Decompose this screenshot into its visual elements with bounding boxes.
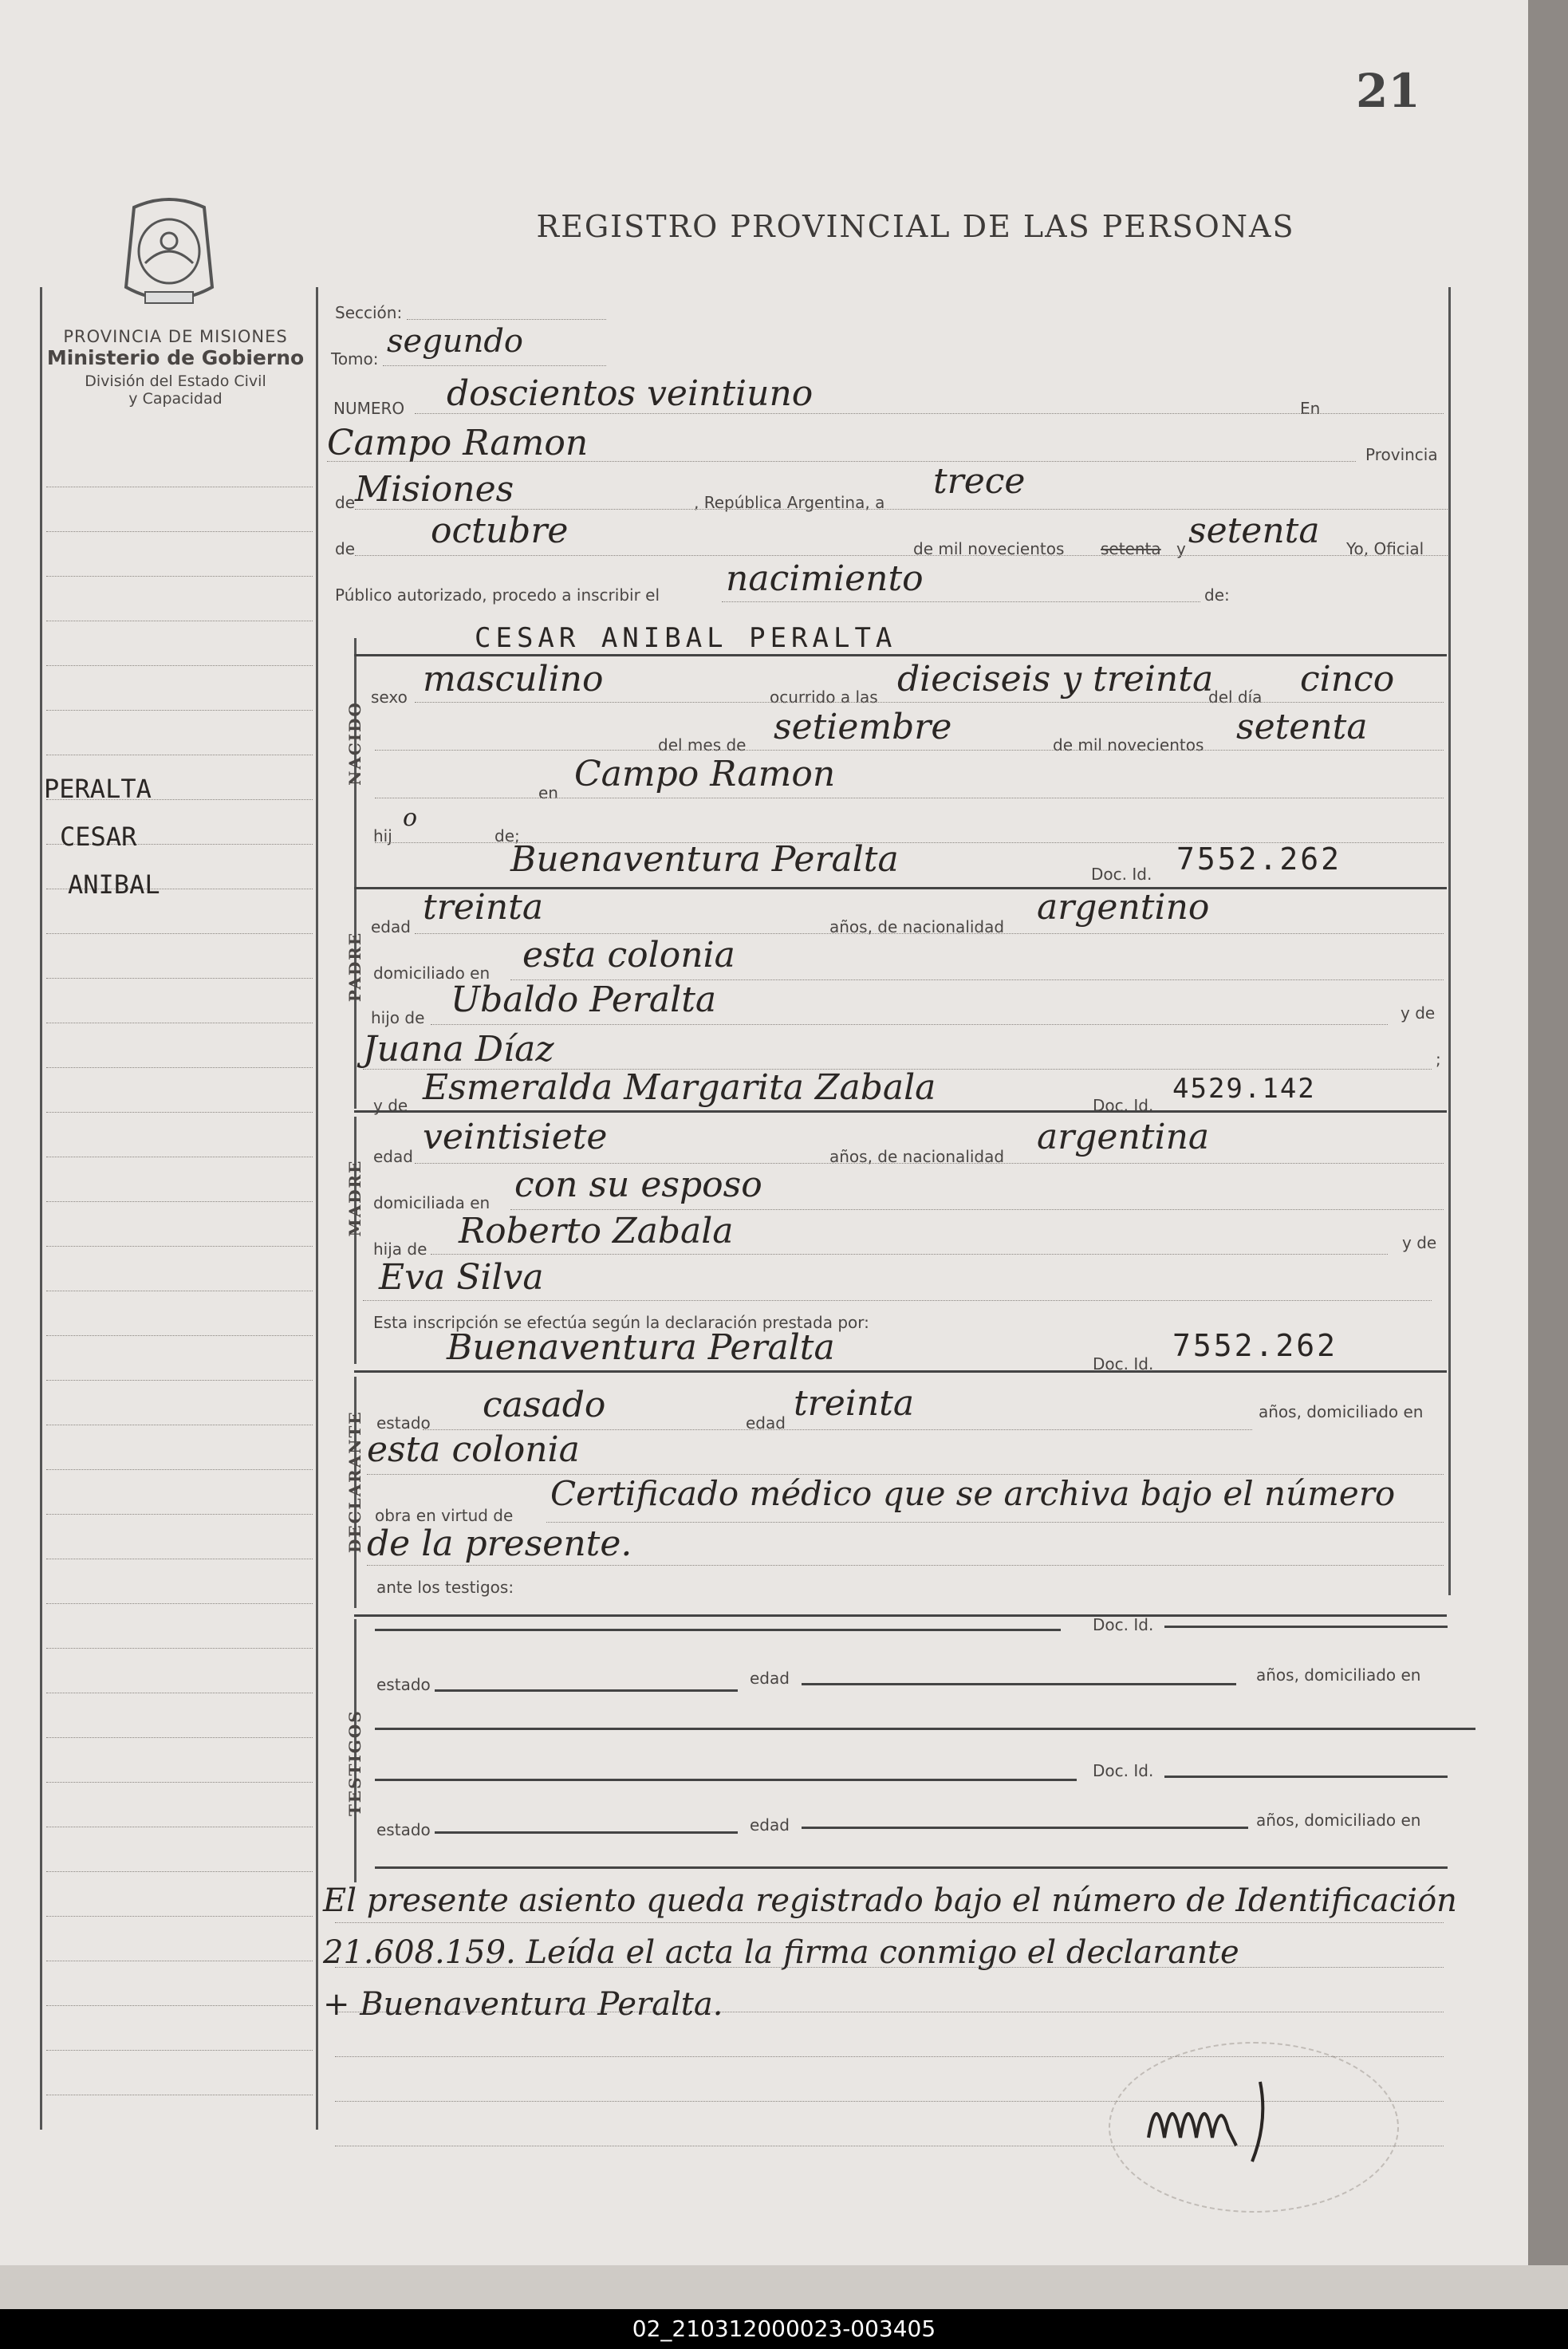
- left-margin-border: [40, 287, 42, 2130]
- label-doc-madre: Doc. Id.: [1093, 1096, 1154, 1115]
- margin-rule-line: [46, 531, 313, 532]
- value-tomo: segundo: [387, 323, 524, 360]
- margin-rule-line: [46, 1871, 313, 1872]
- label-y-de-madre: y de: [373, 1096, 408, 1115]
- testigo2-dom-line: [375, 1866, 1448, 1869]
- province-line1: PROVINCIA DE MISIONES: [63, 327, 288, 346]
- testigo1-doc-line: [1164, 1626, 1448, 1628]
- margin-rule-line: [46, 1335, 313, 1336]
- provincial-crest-icon: [118, 191, 220, 311]
- label-de-mil-novecientos: de mil novecientos: [1053, 735, 1204, 755]
- line-madre-dom: [510, 1209, 1444, 1210]
- testigo2-estado-line: [435, 1831, 738, 1834]
- label-estado-t1: estado: [376, 1675, 431, 1694]
- label-edad-t2: edad: [750, 1815, 790, 1835]
- official-signature: [1141, 2074, 1300, 2184]
- label-edad-padre: edad: [371, 917, 411, 936]
- margin-rule-line: [46, 1737, 313, 1738]
- margin-rule-line: [46, 2005, 313, 2006]
- line-mes: [355, 555, 1448, 556]
- margin-rule-line: [46, 978, 313, 979]
- value-mes: octubre: [431, 510, 569, 551]
- value-madre-dom: con su esposo: [514, 1165, 762, 1205]
- value-madre-edad: veintisiete: [423, 1117, 608, 1157]
- label-y-de-madre2: y de: [1402, 1233, 1437, 1252]
- page-number: 21: [1356, 64, 1420, 118]
- value-decl-edad: treinta: [794, 1383, 915, 1424]
- value-provincia: Misiones: [355, 469, 514, 510]
- margin-rule-line: [46, 665, 313, 666]
- label-del-dia: del día: [1208, 688, 1263, 707]
- testigo1-edad-line: [802, 1683, 1236, 1685]
- value-padre-hijo-de: Ubaldo Peralta: [451, 979, 717, 1020]
- margin-surname: PERALTA: [44, 774, 152, 804]
- value-madre-hija-de: Roberto Zabala: [459, 1211, 734, 1251]
- value-lugar: Campo Ramon: [327, 423, 589, 463]
- label-publico: Público autorizado, procedo a inscribir el: [335, 585, 660, 605]
- margin-firstname: CESAR: [60, 822, 137, 852]
- rule-madre-end: [354, 1370, 1447, 1373]
- section-testigos: TESTIGOS: [345, 1709, 364, 1816]
- label-edad-madre: edad: [373, 1147, 413, 1166]
- label-estado-t2: estado: [376, 1820, 431, 1839]
- signature-mark-icon: [1141, 2074, 1300, 2170]
- label-en: En: [1300, 399, 1321, 418]
- label-semicolon: ;: [1436, 1050, 1441, 1069]
- footnote-line1: El presente asiento queda registrado bajo el número de Identificación: [323, 1882, 1457, 1919]
- line-obra: [546, 1522, 1444, 1523]
- footnote-line2: 21.608.159. Leída el acta la firma conmigo el declarante: [323, 1934, 1239, 1971]
- label-de-mil: de mil novecientos: [913, 539, 1065, 558]
- value-sexo: masculino: [423, 659, 604, 700]
- label-de-mes: de: [335, 539, 355, 558]
- margin-rule-line: [46, 710, 313, 711]
- rule-declarante-end: [354, 1614, 1447, 1617]
- label-republica: , República Argentina, a: [694, 493, 885, 512]
- label-edad-decl: edad: [746, 1413, 786, 1433]
- margin-rule-line: [46, 1514, 313, 1515]
- label-domiciliada: domiciliada en: [373, 1193, 490, 1212]
- label-setenta-struck: setenta: [1101, 539, 1161, 558]
- value-padre-doc: 7552.262: [1176, 841, 1342, 877]
- margin-rule-line: [46, 1782, 313, 1783]
- line-seccion: [407, 319, 606, 320]
- right-border: [1448, 287, 1451, 1595]
- value-dia-letra: trece: [933, 461, 1026, 502]
- value-padre-edad: treinta: [423, 887, 544, 928]
- value-hora: dieciseis y treinta: [897, 659, 1214, 700]
- label-ante: ante los testigos:: [376, 1578, 514, 1597]
- label-anos-dom-decl: años, domiciliado en: [1259, 1402, 1424, 1421]
- line-tomo: [383, 365, 606, 366]
- label-hij: hij: [373, 826, 392, 845]
- label-ocurrido: ocurrido a las: [770, 688, 878, 707]
- label-de-prov: de: [335, 493, 355, 512]
- scan-bottom-strip: [0, 2265, 1568, 2309]
- line-padre-hijo: [431, 1024, 1388, 1025]
- value-padre-y-de: Juana Díaz: [363, 1029, 554, 1070]
- section-nacido: NACIDO: [345, 701, 364, 786]
- value-nombre: CESAR ANIBAL PERALTA: [475, 622, 897, 654]
- testigo2-edad-line: [802, 1827, 1248, 1829]
- value-madre-doc: 4529.142: [1172, 1073, 1316, 1105]
- label-anos-nac-madre: años, de nacionalidad: [829, 1147, 1005, 1166]
- margin-secondname: ANIBAL: [68, 869, 160, 900]
- testigo1-line: [375, 1629, 1061, 1631]
- margin-rule-line: [46, 1201, 313, 1202]
- label-edad-t1: edad: [750, 1669, 790, 1688]
- line-mes-nac: [375, 750, 1444, 751]
- value-mes-nac: setiembre: [774, 707, 952, 747]
- column-divider: [316, 287, 318, 2130]
- label-del-mes: del mes de: [658, 735, 747, 755]
- label-hija-de: hija de: [373, 1240, 427, 1259]
- line-madre-edad: [415, 1163, 1444, 1164]
- label-yo-oficial: Yo, Oficial: [1346, 539, 1424, 558]
- register-title: REGISTRO PROVINCIAL DE LAS PERSONAS: [536, 209, 1295, 244]
- line-madre-hija: [431, 1254, 1388, 1255]
- label-doc-testigo1: Doc. Id.: [1093, 1615, 1154, 1634]
- line-numero: [415, 413, 1444, 414]
- value-tipo: nacimiento: [726, 558, 924, 599]
- label-anos-dom-t2: años, domiciliado en: [1256, 1811, 1421, 1830]
- value-dia: cinco: [1300, 659, 1395, 700]
- value-padre-nombre: Buenaventura Peralta: [510, 839, 899, 880]
- value-obra: Certificado médico que se archiva bajo el número: [550, 1474, 1396, 1513]
- label-inscripcion: Esta inscripción se efectúa según la declaración prestada por:: [373, 1313, 869, 1332]
- testigo2-line: [375, 1779, 1077, 1781]
- page-edge: [1528, 0, 1568, 2265]
- label-doc-declarante: Doc. Id.: [1093, 1354, 1154, 1374]
- rule-padre-end: [354, 1110, 1447, 1113]
- province-line2: Ministerio de Gobierno: [46, 346, 305, 369]
- value-madre-nombre: Esmeralda Margarita Zabala: [423, 1067, 936, 1108]
- province-line3: División del Estado Civil: [85, 372, 266, 390]
- section-madre: MADRE: [345, 1159, 364, 1237]
- value-anio-nac: setenta: [1236, 707, 1368, 747]
- line-lugar: [327, 461, 1356, 462]
- rule-nombre: [354, 654, 1447, 656]
- label-obra: obra en virtud de: [375, 1506, 514, 1525]
- value-madre-y-de: Eva Silva: [379, 1257, 544, 1298]
- label-y-de-padre: y de: [1401, 1003, 1436, 1023]
- margin-rule-line: [46, 1469, 313, 1470]
- footnote-rule-line: [335, 1922, 1444, 1923]
- label-de-semicolon: de;: [494, 826, 520, 845]
- margin-rule-line: [46, 1916, 313, 1917]
- testigo1-dom-line: [375, 1728, 1475, 1730]
- label-sexo: sexo: [371, 688, 408, 707]
- label-anos-nac-padre: años, de nacionalidad: [829, 917, 1005, 936]
- label-de-colon: de:: [1204, 585, 1230, 605]
- margin-rule-line: [46, 1067, 313, 1068]
- value-declarante-doc: 7552.262: [1172, 1328, 1338, 1363]
- label-numero: NUMERO: [333, 399, 405, 418]
- margin-rule-line: [46, 576, 313, 577]
- line-provincia: [355, 509, 1448, 510]
- testigo1-estado-line: [435, 1689, 738, 1692]
- label-estado-decl: estado: [376, 1413, 431, 1433]
- label-doc-padre: Doc. Id.: [1091, 865, 1152, 884]
- footnote-line3: + Buenaventura Peralta.: [323, 1986, 723, 2023]
- value-lugar-nac: Campo Ramon: [574, 754, 836, 794]
- line-tipo: [722, 601, 1200, 602]
- value-obra2: de la presente.: [367, 1523, 632, 1564]
- margin-rule-line: [46, 2050, 313, 2051]
- value-anio: setenta: [1188, 510, 1320, 551]
- label-y: y: [1176, 539, 1186, 558]
- value-madre-nac: argentina: [1037, 1117, 1210, 1157]
- label-seccion: Sección:: [335, 303, 403, 322]
- line-obra2: [367, 1565, 1444, 1566]
- label-doc-testigo2: Doc. Id.: [1093, 1761, 1154, 1780]
- section-padre: PADRE: [345, 931, 364, 1003]
- line-madre-y-de: [363, 1300, 1432, 1301]
- province-line4: y Capacidad: [128, 390, 223, 408]
- label-en-nac: en: [538, 783, 558, 802]
- value-decl-dom: esta colonia: [367, 1429, 580, 1470]
- margin-rule-line: [46, 1648, 313, 1649]
- margin-rule-line: [46, 1603, 313, 1604]
- province-block: [32, 327, 319, 408]
- margin-rule-line: [46, 1246, 313, 1247]
- label-hijo-de: hijo de: [371, 1008, 425, 1027]
- value-padre-nac: argentino: [1037, 887, 1210, 928]
- line-padre-edad: [415, 933, 1444, 934]
- section-declarante: DECLARANTE: [345, 1410, 364, 1553]
- image-caption: 02_210312000023-003405: [632, 2315, 936, 2342]
- label-tomo: Tomo:: [331, 349, 379, 369]
- value-hij-suffix: o: [403, 804, 418, 832]
- label-provincia: Provincia: [1365, 445, 1438, 464]
- value-padre-dom: esta colonia: [522, 935, 735, 975]
- margin-rule-line: [46, 1112, 313, 1113]
- line-sexo: [415, 702, 1444, 703]
- value-declarante: Buenaventura Peralta: [447, 1327, 835, 1368]
- value-decl-estado: casado: [483, 1385, 606, 1425]
- margin-rule-line: [46, 1380, 313, 1381]
- testigo2-doc-line: [1164, 1776, 1448, 1778]
- margin-rule-line: [46, 933, 313, 934]
- label-anos-dom-t1: años, domiciliado en: [1256, 1665, 1421, 1685]
- value-numero: doscientos veintiuno: [447, 373, 814, 414]
- label-domiciliado: domiciliado en: [373, 964, 490, 983]
